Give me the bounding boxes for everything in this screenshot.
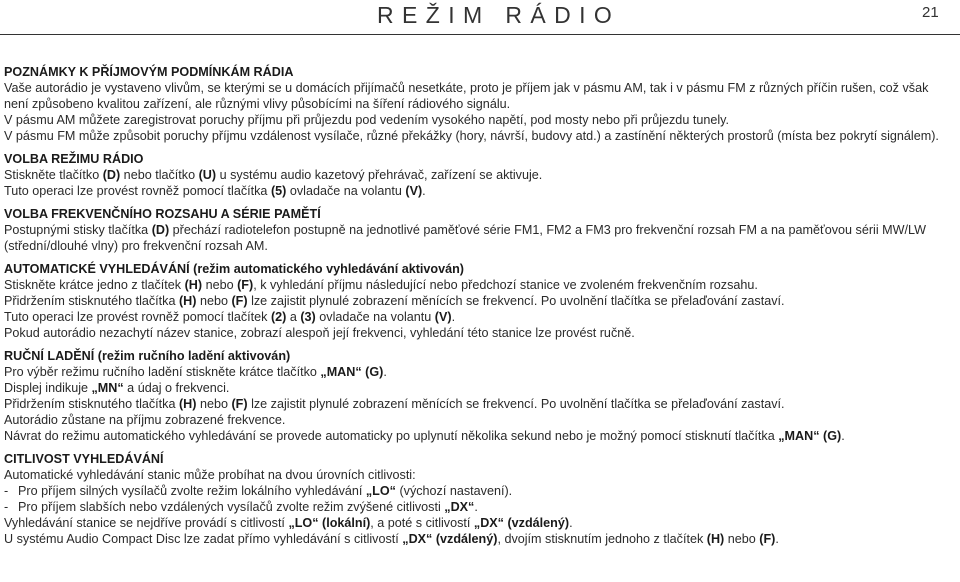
paragraph: Autorádio zůstane na příjmu zobrazené frekvence. <box>4 413 286 427</box>
document-body <box>4 64 956 547</box>
paragraph: Přidržením stisknutého tlačítka (H) nebo (F) lze zajistit plynulé zobrazení měnících se frekvencí. Po uvolnění tlačítka se přelaďování zastaví. <box>4 294 785 308</box>
paragraph: Vyhledávání stanice se nejdříve provádí s citlivostí „LO“ (lokální), a poté s citlivostí „DX“ (vzdálený). <box>4 516 573 530</box>
section-heading-mode: VOLBA REŽIMU RÁDIO <box>4 152 144 166</box>
paragraph: Automatické vyhledávání stanic může probíhat na dvou úrovních citlivosti: <box>4 468 416 482</box>
paragraph: Tuto operaci lze provést rovněž pomocí tlačítka (5) ovladače na volantu (V). <box>4 184 426 198</box>
page-title: REŽIM RÁDIO <box>377 2 621 28</box>
paragraph: Pokud autorádio nezachytí název stanice, zobrazí alespoň její frekvenci, vyhledání této stanice lze provést ručně. <box>4 326 635 340</box>
page-number: 21 <box>922 4 939 21</box>
section-heading-band: VOLBA FREKVENČNÍHO ROZSAHU A SÉRIE PAMĚTÍ <box>4 207 321 221</box>
section-heading-auto-search: AUTOMATICKÉ VYHLEDÁVÁNÍ (režim automatického vyhledávání aktivován) <box>4 262 465 276</box>
list-item: - Pro příjem slabších nebo vzdálených vysílačů zvolte režim zvýšené citlivosti „DX“. <box>4 500 478 514</box>
header-divider <box>0 34 960 35</box>
paragraph: Pro výběr režimu ručního ladění stiskněte krátce tlačítko „MAN“ (G). <box>4 365 387 379</box>
paragraph: V pásmu FM může způsobit poruchy příjmu vzdálenost vysílače, různé překážky (hory, návrší, budovy atd.) a zastínění některých prostorů (místa bez pokrytí signálem). <box>4 129 939 143</box>
list-item: - Pro příjem silných vysílačů zvolte režim lokálního vyhledávání „LO“ (výchozí nastavení). <box>4 484 513 498</box>
paragraph: Tuto operaci lze provést rovněž pomocí tlačítek (2) a (3) ovladače na volantu (V). <box>4 310 456 324</box>
paragraph: V pásmu AM můžete zaregistrovat poruchy příjmu při průjezdu pod vedením vysokého napětí, pod mosty nebo při průjezdu tunely. <box>4 113 729 127</box>
paragraph: Přidržením stisknutého tlačítka (H) nebo (F) lze zajistit plynulé zobrazení měnících se frekvencí. Po uvolnění tlačítka se přelaďování zastaví. <box>4 397 785 411</box>
paragraph: Návrat do režimu automatického vyhledávání se provede automaticky po uplynutí několika sekund nebo je možný pomocí stisknutí tlačítka „MAN“ (G). <box>4 429 845 443</box>
section-heading-sensitivity: CITLIVOST VYHLEDÁVÁNÍ <box>4 452 164 466</box>
paragraph: Vaše autorádio je vystaveno vlivům, se kterými se u domácích přijímačů nesetkáte, proto je příjem jak v pásmu AM, tak i v pásmu FM z různých příčin rušen, což však není způsobeno kvalitou zařízení, ale různými vlivy působícími na šíření rádiového signálu. <box>4 81 929 111</box>
section-heading-reception: POZNÁMKY K PŘÍJMOVÝM PODMÍNKÁM RÁDIA <box>4 65 294 79</box>
section-heading-manual: RUČNÍ LADĚNÍ (režim ručního ladění aktivován) <box>4 349 291 363</box>
paragraph: Postupnými stisky tlačítka (D) přechází radiotelefon postupně na jednotlivé paměťové série FM1, FM2 a FM3 pro frekvenční rozsah FM a na paměťovou sérii MW/LW (střední/dlouhé vlny) pro frekvenční rozsah AM. <box>4 223 926 253</box>
paragraph: Stiskněte tlačítko (D) nebo tlačítko (U) u systému audio kazetový přehrávač, zařízení se aktivuje. <box>4 168 543 182</box>
paragraph: Stiskněte krátce jedno z tlačítek (H) nebo (F), k vyhledání příjmu následující nebo předchozí stanice ve zvoleném frekvenčním rozsahu. <box>4 278 758 292</box>
paragraph: Displej indikuje „MN“ a údaj o frekvenci. <box>4 381 230 395</box>
paragraph: U systému Audio Compact Disc lze zadat přímo vyhledávání s citlivostí „DX“ (vzdálený), dvojím stisknutím jednoho z tlačítek (H) nebo (F). <box>4 532 779 546</box>
